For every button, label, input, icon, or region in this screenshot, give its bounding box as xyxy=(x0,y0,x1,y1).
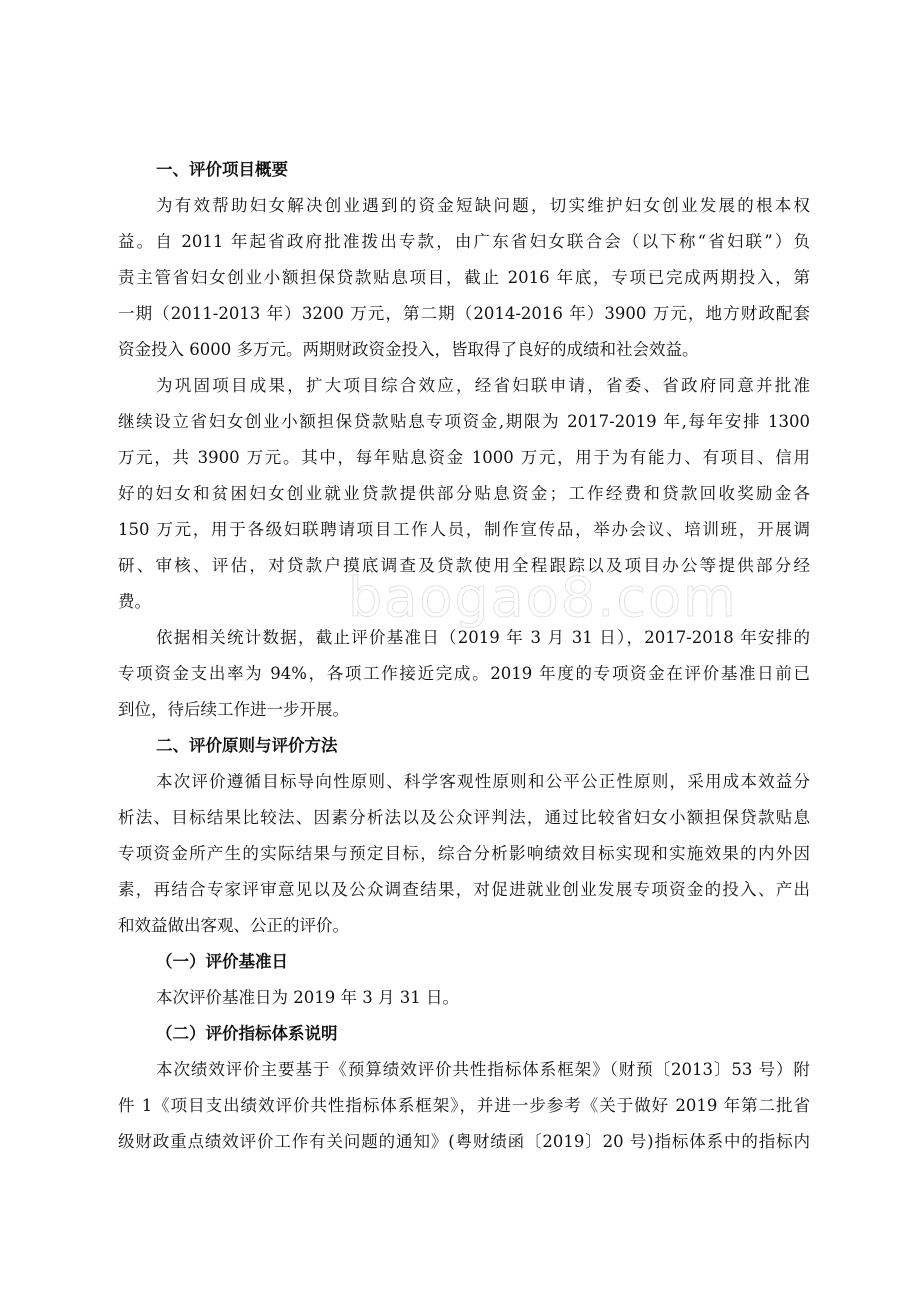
text-line: 为巩固项目成果，扩大项目综合效应，经省妇联申请，省委、省政府同意并批准 xyxy=(156,376,810,395)
text-line: 到位，待后续工作进一步开展。 xyxy=(118,700,349,719)
text-line: 和效益做出客观、公正的评价。 xyxy=(118,916,349,935)
section-heading-principles: 二、评价原则与评价方法 xyxy=(156,736,338,755)
text-line: 级财政重点绩效评价工作有关问题的通知》(粤财绩函〔2019〕20 号)指标体系中的指标内 xyxy=(118,1132,810,1151)
paragraph-continuation xyxy=(118,368,810,620)
text-line: 本次评价基准日为 2019 年 3 月 31 日。 xyxy=(156,988,459,1007)
paragraph-principles xyxy=(118,764,810,944)
text-line: 责主管省妇女创业小额担保贷款贴息项目，截止 2016 年底，专项已完成两期投入，第 xyxy=(118,268,810,287)
text-line: 专项资金所产生的实际结果与预定目标，综合分析影响绩效目标实现和实施效果的内外因 xyxy=(118,844,810,863)
text-line: 继续设立省妇女创业小额担保贷款贴息专项资金,期限为 2017-2019 年,每年安排 1300 xyxy=(118,412,810,431)
text-line: 万元，共 3900 万元。其中，每年贴息资金 1000 万元，用于为有能力、有项目、信用 xyxy=(118,448,810,467)
paragraph-background xyxy=(118,188,810,368)
text-line: 好的妇女和贫困妇女创业就业贷款提供部分贴息资金；工作经费和贷款回收奖励金各 xyxy=(118,484,810,503)
subsection-heading-base-date: （一）评价基准日 xyxy=(156,952,288,971)
text-line: 益。自 2011 年起省政府批准拨出专款，由广东省妇女联合会（以下称“省妇联”）负 xyxy=(118,232,810,251)
text-line: 费。 xyxy=(118,592,151,611)
text-line: 素，再结合专家评审意见以及公众调查结果，对促进就业创业发展专项资金的投入、产出 xyxy=(118,880,810,899)
document-body xyxy=(118,152,810,1160)
paragraph-indicator-system xyxy=(118,1052,810,1160)
text-line: 一期（2011-2013 年）3200 万元，第二期（2014-2016 年）3900 万元，地方财政配套 xyxy=(118,304,810,323)
paragraph-base-date xyxy=(118,980,810,1016)
subsection-heading-indicator-system: （二）评价指标体系说明 xyxy=(156,1024,338,1043)
text-line: 专项资金支出率为 94%，各项工作接近完成。2019 年度的专项资金在评价基准日前已 xyxy=(118,664,810,683)
text-line: 本次评价遵循目标导向性原则、科学客观性原则和公平公正性原则，采用成本效益分 xyxy=(156,772,810,791)
text-line: 为有效帮助妇女解决创业遇到的资金短缺问题，切实维护妇女创业发展的根本权 xyxy=(156,196,810,215)
text-line: 析法、目标结果比较法、因素分析法以及公众评判法，通过比较省妇女小额担保贷款贴息 xyxy=(118,808,810,827)
watermark-logo: baogao8.com xyxy=(348,566,738,629)
paragraph-statistics xyxy=(118,620,810,728)
text-line: 研、审核、评估，对贷款户摸底调查及贷款使用全程跟踪以及项目办公等提供部分经 xyxy=(118,556,810,575)
text-line: 依据相关统计数据，截止评价基准日（2019 年 3 月 31 日），2017-2018 年安排的 xyxy=(156,628,810,647)
section-heading-overview: 一、评价项目概要 xyxy=(156,160,288,179)
text-line: 资金投入 6000 多万元。两期财政资金投入，皆取得了良好的成绩和社会效益。 xyxy=(118,340,699,359)
text-line: 本次绩效评价主要基于《预算绩效评价共性指标体系框架》（财预〔2013〕53 号）附 xyxy=(156,1060,810,1079)
text-line: 150 万元，用于各级妇联聘请项目工作人员，制作宣传品，举办会议、培训班，开展调 xyxy=(118,520,810,539)
text-line: 件 1《项目支出绩效评价共性指标体系框架》，并进一步参考《关于做好 2019 年第二批省 xyxy=(118,1096,810,1115)
